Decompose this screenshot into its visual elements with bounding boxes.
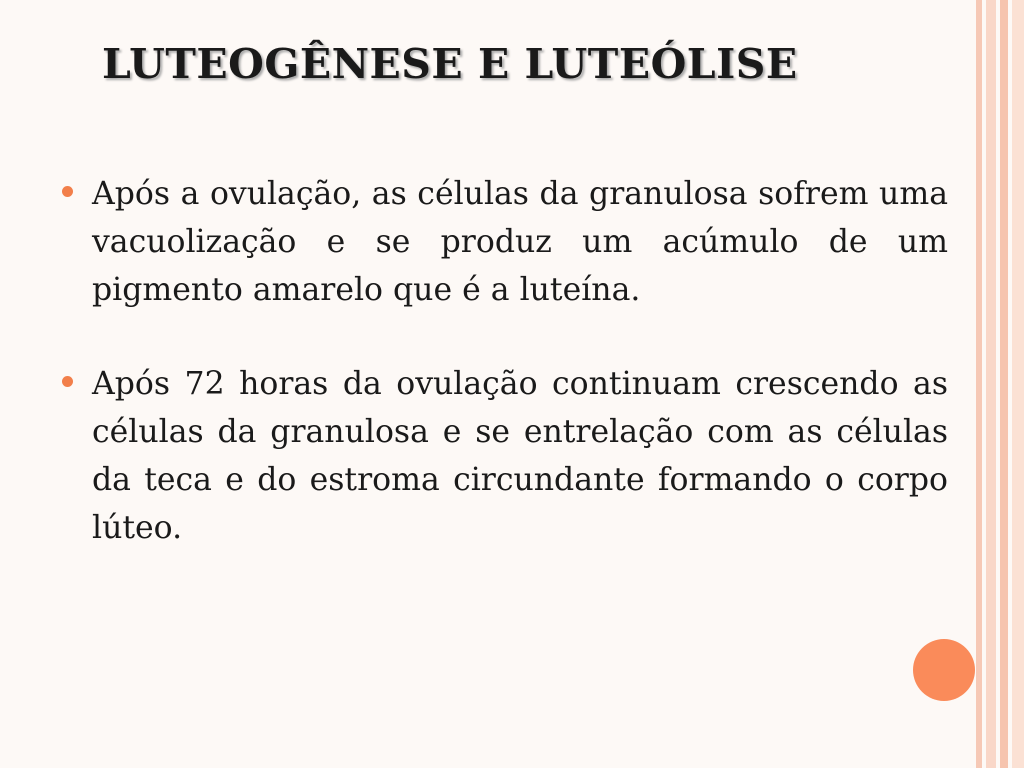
bullet-item [62, 360, 948, 552]
decorative-stripe [986, 0, 996, 768]
decorative-circle [913, 639, 975, 701]
bullet-text: Após 72 horas da ovulação continuam crescendo as células da granulosa e se entrelação com as células da teca e do estroma circundante formando o corpo lúteo. [92, 366, 948, 546]
decorative-stripe [976, 0, 982, 768]
decorative-stripe [1012, 0, 1024, 768]
bullet-text: Após a ovulação, as células da granulosa sofrem uma vacuolização e se produz um acúmulo de um pigmento amarelo que é a luteína. [92, 176, 948, 308]
bullet-dot-icon [62, 376, 73, 387]
bullet-item [62, 170, 948, 314]
bullet-dot-icon [62, 186, 73, 197]
bullet-list [62, 170, 948, 598]
decorative-stripe [1000, 0, 1008, 768]
slide-title: LUTEOGÊNESE E LUTEÓLISE [102, 40, 798, 88]
